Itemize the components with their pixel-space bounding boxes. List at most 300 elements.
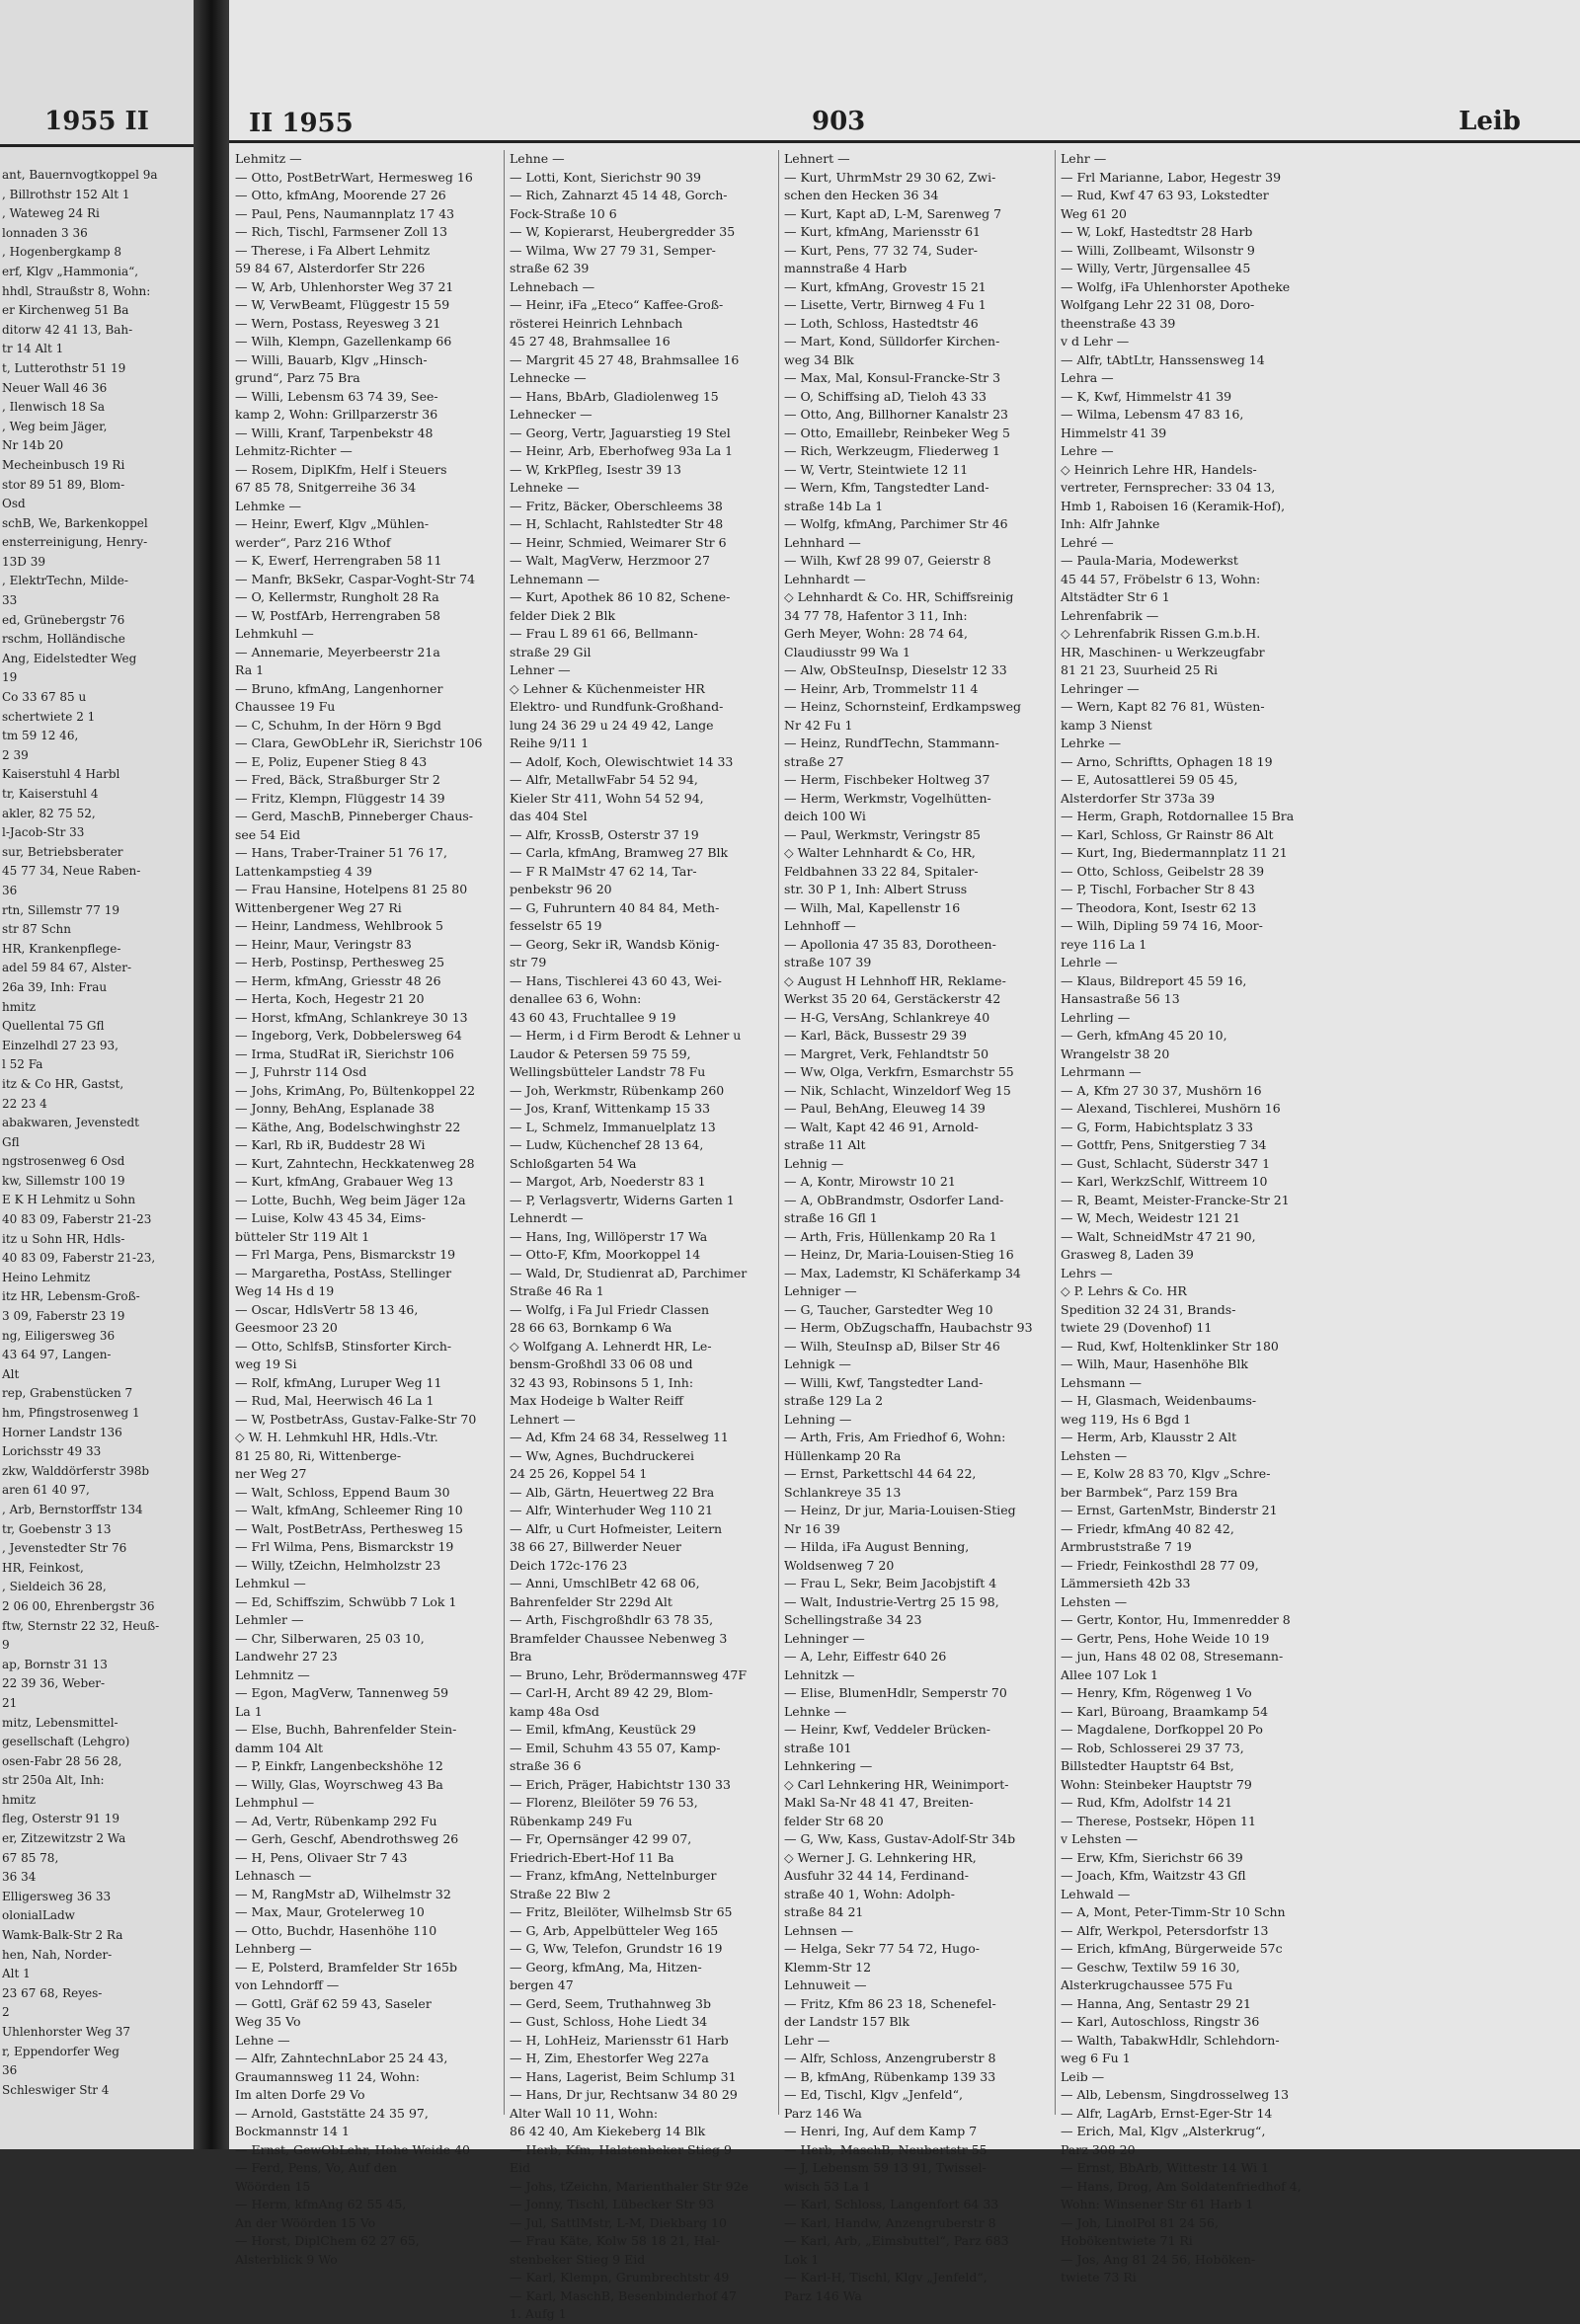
directory-entry-line: — Joh, LinolPol 81 24 56,	[1061, 2214, 1219, 2230]
directory-entry-line: — Emil, kfmAng, Keustück 29	[510, 1722, 696, 1737]
directory-entry-line: Lehning —	[784, 1411, 852, 1427]
directory-entry-line: — Rich, Zahnarzt 45 14 48, Gorch-	[510, 188, 728, 202]
directory-entry-line: — G, Fuhruntern 40 84 84, Meth-	[510, 899, 720, 915]
directory-entry-line: Lehne —	[235, 2032, 290, 2048]
directory-entry-line: — Käthe, Ang, Bodelschwinghstr 22	[235, 1119, 461, 1134]
directory-entry-line: — Willy, Vertr, Jürgensallee 45	[1061, 261, 1251, 275]
directory-entry-line: — Manfr, BkSekr, Caspar-Voght-Str 74	[235, 571, 476, 586]
directory-entry-line: v d Lehr —	[1061, 334, 1130, 349]
directory-entry-line: Lehnert —	[510, 1411, 576, 1427]
directory-entry-line: Billstedter Hauptstr 64 Bst,	[1061, 1758, 1234, 1773]
directory-entry-line: straße 101	[784, 1740, 852, 1755]
previous-page-line: , Wateweg 24 Ri	[2, 206, 100, 221]
directory-entry-line: str 79	[510, 955, 547, 969]
directory-entry-line: — Karl, WerkzSchlf, Wittreem 10	[1061, 1174, 1268, 1189]
directory-entry-line: Lehr —	[1061, 151, 1107, 166]
directory-entry-line: Wohn: Steinbeker Hauptstr 79	[1061, 1776, 1252, 1792]
directory-entry-line: — Annemarie, Meyerbeerstr 21a	[235, 644, 440, 659]
directory-entry-line: Lehnigk —	[784, 1356, 851, 1371]
directory-entry-line: — Franz, kfmAng, Nettelnburger	[510, 1868, 717, 1883]
previous-page-line: l 52 Fa	[2, 1057, 43, 1072]
directory-entry-line: theenstraße 43 39	[1061, 315, 1176, 331]
directory-entry-line: — Walt, Schloss, Eppend Baum 30	[235, 1484, 450, 1500]
directory-entry-line: stenbeker Stieg 9 Eid	[510, 2251, 646, 2267]
directory-entry-line: — Wilma, Ww 27 79 31, Semper-	[510, 242, 716, 258]
previous-page-line: gesellschaft (Lehgro)	[2, 1735, 130, 1749]
directory-entry-line: Graumannsweg 11 24, Wohn:	[235, 2068, 420, 2084]
directory-entry-line: — Willi, Kwf, Tangstedter Land-	[784, 1374, 984, 1390]
directory-entry-line: — Hanna, Ang, Sentastr 29 21	[1061, 1995, 1252, 2011]
directory-entry-line: Lehnke —	[784, 1703, 847, 1719]
directory-entry-line: 81 21 23, Suurheid 25 Ri	[1061, 662, 1218, 677]
directory-entry-line: Lehrenfabrik —	[1061, 607, 1159, 623]
previous-page-line: mitz, Lebensmittel-	[2, 1715, 118, 1730]
directory-entry-line: — Jos, Kranf, Wittenkamp 15 33	[510, 1101, 711, 1116]
directory-entry-line: — K, Ewerf, Herrengraben 58 11	[235, 553, 442, 568]
directory-entry-line: Lehnhard —	[784, 534, 861, 550]
directory-entry-line: Schloßgarten 54 Wa	[510, 1155, 637, 1171]
directory-entry-line: — Bruno, Lehr, Brödermannsweg 47F	[510, 1666, 748, 1682]
directory-entry-line: — Kurt, kfmAng, Grabauer Weg 13	[235, 1174, 453, 1189]
directory-entry-line: — Willy, tZeichn, Helmholzstr 23	[235, 1557, 441, 1573]
directory-entry-line: — Hans, Ing, Willöperstr 17 Wa	[510, 1228, 708, 1244]
directory-entry-line: wisch 53 La 1	[784, 2178, 871, 2194]
previous-page-line: Lorichsstr 49 33	[2, 1444, 102, 1459]
directory-entry-line: — Oscar, HdlsVertr 58 13 46,	[235, 1301, 419, 1317]
directory-entry-line: — Johs, tZeichn, Marienthaler Str 92e	[510, 2178, 749, 2194]
directory-entry-line: — Hans, Drog, Am Soldatenfriedhof 4,	[1061, 2178, 1302, 2194]
directory-entry-line: — Frau L, Sekr, Beim Jacobjstift 4	[784, 1576, 997, 1590]
previous-page-line: Nr 14b 20	[2, 438, 64, 453]
previous-page-line: 13D 39	[2, 554, 45, 569]
directory-entry-line: Lehmitz —	[235, 151, 302, 166]
directory-entry-line: — Bruno, kfmAng, Langenhorner	[235, 680, 443, 696]
directory-entry-line: — Alexand, Tischlerei, Mushörn 16	[1061, 1101, 1281, 1116]
directory-entry-line: Hansastraße 56 13	[1061, 991, 1180, 1006]
directory-entry-line: — Georg, Sekr iR, Wandsb König-	[510, 936, 720, 952]
directory-entry-line: Parz 308 20	[1061, 2141, 1136, 2157]
previous-page-header: 1955 II	[0, 107, 194, 147]
previous-page-line: , Ilenwisch 18 Sa	[2, 400, 106, 415]
directory-entry-line: — Georg, kfmAng, Ma, Hitzen-	[510, 1959, 702, 1975]
directory-entry-line: see 54 Eid	[235, 826, 301, 842]
directory-entry-line: Kieler Str 411, Wohn 54 52 94,	[510, 790, 704, 806]
directory-entry-line: Lehniger —	[784, 1283, 857, 1298]
directory-entry-line: Lehmitz-Richter —	[235, 443, 353, 458]
directory-entry-line: — Heinr, Arb, Eberhofweg 93a La 1	[510, 443, 734, 458]
directory-entry-line: Lehrs —	[1061, 1265, 1113, 1280]
directory-entry-line: — Lotte, Buchh, Weg beim Jäger 12a	[235, 1192, 466, 1207]
directory-entry-line: straße 27	[784, 753, 844, 769]
directory-entry-line: — Rolf, kfmAng, Luruper Weg 11	[235, 1374, 442, 1390]
directory-entry-line: Lehsten —	[1061, 1447, 1128, 1463]
directory-entry-line: — Karl-H, Tischl, Klgv „Jenfeld“,	[784, 2270, 988, 2285]
directory-entry-line: ◇ Lehrenfabrik Rissen G.m.b.H.	[1061, 626, 1261, 641]
directory-entry-line: — Karl, Arb, „Eimsbuttel“, Parz 683	[784, 2233, 1009, 2248]
directory-entry-line: straße 62 39	[510, 261, 590, 275]
directory-entry-line: — W, PostfArb, Herrengraben 58	[235, 607, 440, 623]
previous-page-line: hmitz	[2, 999, 37, 1014]
previous-page-line: 43 64 97, Langen-	[2, 1348, 112, 1362]
previous-page-line: ap, Bornstr 31 13	[2, 1657, 108, 1671]
previous-page-line: akler, 82 75 52,	[2, 806, 96, 820]
directory-entry-line: straße 107 39	[784, 955, 872, 969]
directory-entry-line: — Gertr, Kontor, Hu, Immenredder 8	[1061, 1612, 1291, 1627]
directory-entry-line: — Ed, Schiffszim, Schwübb 7 Lok 1	[235, 1593, 457, 1609]
directory-entry-line: — Heinz, Dr jur, Maria-Louisen-Stieg	[784, 1503, 1016, 1517]
book-gutter	[194, 0, 229, 2149]
directory-entry-line: Altstädter Str 6 1	[1061, 589, 1170, 604]
directory-entry-line: Lehnhardt —	[784, 571, 866, 586]
directory-entry-line: Ra 1	[235, 662, 265, 677]
directory-entry-line: Geesmoor 23 20	[235, 1320, 338, 1335]
directory-entry-line: — Rob, Schlosserei 29 37 73,	[1061, 1740, 1244, 1755]
column-divider	[504, 150, 505, 2115]
directory-entry-line: Lehnerdt —	[510, 1210, 584, 1225]
directory-entry-line: — Friedr, kfmAng 40 82 42,	[1061, 1520, 1234, 1536]
directory-entry-line: 24 25 26, Koppel 54 1	[510, 1466, 648, 1481]
directory-entry-line: deich 100 Wi	[784, 809, 866, 823]
directory-entry-line: — Max, Mal, Konsul-Francke-Str 3	[784, 370, 1001, 385]
previous-page-line: , Billrothstr 152 Alt 1	[2, 187, 130, 201]
directory-entry-line: ◇ August H Lehnhoff HR, Reklame-	[784, 972, 1006, 988]
previous-page-line: Wamk-Balk-Str 2 Ra	[2, 1928, 123, 1943]
directory-entry-line: — Walt, PostBetrAss, Perthesweg 15	[235, 1520, 463, 1536]
directory-entry-line: — Otto, Emaillebr, Reinbeker Weg 5	[784, 425, 1010, 440]
directory-entry-line: ◇ Lehner & Küchenmeister HR	[510, 680, 705, 696]
directory-entry-line: Bockmannstr 14 1	[235, 2124, 350, 2138]
directory-entry-line: — Karl, Bäck, Bussestr 29 39	[784, 1028, 967, 1043]
directory-entry-line: — Alfr, MetallwFabr 54 52 94,	[510, 772, 698, 787]
directory-entry-line: — Walth, TabakwHdlr, Schlehdorn-	[1061, 2032, 1280, 2048]
previous-page-line: , Hogenbergkamp 8	[2, 245, 121, 260]
directory-entry-line: — W, Vertr, Steintwiete 12 11	[784, 461, 969, 477]
directory-entry-line: Nr 42 Fu 1	[784, 717, 853, 733]
previous-page-line: 22 39 36, Weber-	[2, 1676, 106, 1691]
directory-entry-line: — B, kfmAng, Rübenkamp 139 33	[784, 2068, 996, 2084]
directory-entry-line: — Arth, Fris, Am Friedhof 6, Wohn:	[784, 1430, 1006, 1444]
directory-entry-line: — Karl, Rb iR, Buddestr 28 Wi	[235, 1137, 426, 1152]
previous-page-line: itz u Sohn HR, Hdls-	[2, 1231, 125, 1246]
directory-entry-line: Lehmkul —	[235, 1576, 306, 1590]
directory-entry-line: — Wern, Kfm, Tangstedter Land-	[784, 480, 989, 495]
directory-entry-line: — Jonny, Tischl, Lübecker Str 93	[510, 2197, 715, 2211]
directory-entry-line: — Therese, Postsekr, Höpen 11	[1061, 1813, 1256, 1828]
directory-entry-line: — Wilh, Maur, Hasenhöhe Blk	[1061, 1356, 1248, 1371]
directory-entry-line: Alter Wall 10 11, Wohn:	[510, 2105, 659, 2121]
directory-entry-line: Lehnecker —	[510, 407, 592, 422]
previous-page-line: schB, We, Barkenkoppel	[2, 515, 148, 530]
directory-entry-line: — Max, Lademstr, Kl Schäferkamp 34	[784, 1265, 1021, 1280]
directory-entry-line: — Ernst, GartenMstr, Binderstr 21	[1061, 1503, 1278, 1517]
previous-page-line: abakwaren, Jevenstedt	[2, 1116, 139, 1130]
directory-entry-line: — A, Mont, Peter-Timm-Str 10 Schn	[1061, 1904, 1286, 1919]
directory-entry-line: Inh: Alfr Jahnke	[1061, 516, 1160, 531]
directory-entry-line: Bra	[510, 1649, 532, 1664]
previous-page-line: Alt 1	[2, 1967, 31, 1981]
directory-entry-line: — W, Kopierarst, Heubergredder 35	[510, 224, 736, 239]
directory-entry-line: Hmb 1, Raboisen 16 (Keramik-Hof),	[1061, 498, 1286, 513]
column-2	[510, 150, 772, 2321]
directory-entry-line: Wrangelstr 38 20	[1061, 1046, 1170, 1061]
directory-entry-line: — Gust, Schlacht, Süderstr 347 1	[1061, 1155, 1271, 1171]
directory-entry-line: — Heinr, Ewerf, Klgv „Mühlen-	[235, 516, 430, 531]
directory-entry-line: Rübenkamp 249 Fu	[510, 1813, 633, 1828]
directory-entry-line: Armbruststraße 7 19	[1061, 1539, 1192, 1554]
directory-entry-line: — Arth, Fris, Hüllenkamp 20 Ra 1	[784, 1228, 997, 1244]
directory-entry-line: Bramfelder Chaussee Nebenweg 3	[510, 1630, 728, 1646]
directory-entry-line: Werkst 35 20 64, Gerstäckerstr 42	[784, 991, 1001, 1006]
directory-entry-line: Lehré —	[1061, 534, 1114, 550]
previous-page-line: 2 06 00, Ehrenbergstr 36	[2, 1598, 155, 1613]
directory-entry-line: straße 129 La 2	[784, 1393, 884, 1408]
directory-entry-line: weg 6 Fu 1	[1061, 2051, 1131, 2065]
previous-page-line: adel 59 84 67, Alster-	[2, 961, 132, 975]
directory-entry-line: — Wilh, Mal, Kapellenstr 16	[784, 899, 961, 915]
directory-entry-line: Grasweg 8, Laden 39	[1061, 1247, 1194, 1262]
previous-page-line: 40 83 09, Faberstr 21-23	[2, 1212, 152, 1227]
directory-entry-line: — A, Kontr, Mirowstr 10 21	[784, 1174, 956, 1189]
previous-page-line: 36	[2, 883, 18, 897]
directory-entry-line: straße 40 1, Wohn: Adolph-	[784, 1886, 956, 1901]
directory-entry-line: — E, Polsterd, Bramfelder Str 165b	[235, 1959, 457, 1975]
directory-entry-line: Max Hodeige b Walter Reiff	[510, 1393, 683, 1408]
directory-entry-line: — Fritz, Bäcker, Oberschleems 38	[510, 498, 723, 513]
directory-entry-line: ◇ Wolfgang A. Lehnerdt HR, Le-	[510, 1338, 712, 1354]
directory-entry-line: straße 84 21	[784, 1904, 864, 1919]
directory-entry-line: Lehsten —	[1061, 1593, 1128, 1609]
directory-entry-line: twiete 73 Ri	[1061, 2270, 1137, 2285]
directory-entry-line: 81 25 80, Ri, Wittenberge-	[235, 1447, 402, 1463]
previous-page-line: Horner Landstr 136	[2, 1425, 122, 1439]
directory-entry-line: — Heinz, RundfTechn, Stammann-	[784, 736, 999, 750]
directory-entry-line: felder Str 68 20	[784, 1813, 884, 1828]
directory-entry-line: — Willi, Bauarb, Klgv „Hinsch-	[235, 351, 428, 367]
directory-entry-line: werder“, Parz 216 Wthof	[235, 534, 391, 550]
directory-entry-line: — Walt, kfmAng, Schleemer Ring 10	[235, 1503, 463, 1517]
directory-entry-line: straße 36 6	[510, 1758, 582, 1773]
previous-page-line: , Sieldeich 36 28,	[2, 1580, 107, 1594]
directory-entry-line: Lehneke —	[510, 480, 580, 495]
previous-page-line: Schleswiger Str 4	[2, 2082, 110, 2097]
directory-entry-line: — Alfr, Schloss, Anzengruberstr 8	[784, 2051, 996, 2065]
directory-entry-line: — Herm, Graph, Rotdornallee 15 Bra	[1061, 809, 1295, 823]
directory-entry-line: — Fr, Opernsänger 42 99 07,	[510, 1831, 692, 1846]
previous-page-line: str 87 Schn	[2, 922, 72, 937]
previous-page-line: er, Zitzewitzstr 2 Wa	[2, 1831, 126, 1846]
previous-page-line: 2	[2, 2005, 10, 2020]
directory-entry-line: Lehnasch —	[235, 1868, 312, 1883]
directory-entry-line: — Erich, Mal, Klgv „Alsterkrug“,	[1061, 2124, 1266, 2138]
previous-page-line: str 250a Alt, Inh:	[2, 1773, 105, 1788]
directory-entry-line: — Gerd, MaschB, Pinneberger Chaus-	[235, 809, 474, 823]
directory-entry-line: Lehnhoff —	[784, 918, 856, 933]
directory-entry-line: — Lisette, Vertr, Birnweg 4 Fu 1	[784, 297, 987, 312]
directory-entry-line: — Margot, Arb, Noederstr 83 1	[510, 1174, 706, 1189]
page-number: 903	[812, 107, 866, 136]
directory-entry-line: Spedition 32 24 31, Brands-	[1061, 1301, 1236, 1317]
directory-entry-line: — Horst, kfmAng, Schlankreye 30 13	[235, 1009, 468, 1025]
directory-entry-line: — Gottl, Gräf 62 59 43, Saseler	[235, 1995, 432, 2011]
directory-entry-line: — Herm, Werkmstr, Vogelhütten-	[784, 790, 991, 806]
directory-entry-line: — Elise, BlumenHdlr, Semperstr 70	[784, 1685, 1007, 1700]
directory-entry-line: — Heinr, Maur, Veringstr 83	[235, 936, 412, 952]
previous-page-line: hhdl, Straußstr 8, Wohn:	[2, 283, 151, 298]
directory-entry-line: — Helga, Sekr 77 54 72, Hugo-	[784, 1941, 980, 1956]
directory-entry-line: Himmelstr 41 39	[1061, 425, 1167, 440]
directory-entry-line: — G, Ww, Telefon, Grundstr 16 19	[510, 1941, 723, 1956]
directory-entry-line: ◇ Heinrich Lehre HR, Handels-	[1061, 461, 1257, 477]
previous-page-line: hen, Nah, Norder-	[2, 1947, 113, 1962]
directory-entry-line: Lämmersieth 42b 33	[1061, 1576, 1191, 1590]
directory-entry-line: — Ernst, BbArb, Wittestr 14 Wi 1	[1061, 2160, 1270, 2175]
directory-entry-line: rösterei Heinrich Lehnbach	[510, 315, 683, 331]
directory-entry-line: — Wolfg, kfmAng, Parchimer Str 46	[784, 516, 1008, 531]
directory-entry-line: v Lehsten —	[1061, 1831, 1139, 1846]
directory-entry-line: — Kurt, Pens, 77 32 74, Suder-	[784, 242, 979, 258]
directory-entry-line: — Wilma, Lebensm 47 83 16,	[1061, 407, 1244, 422]
directory-entry-line: — Apollonia 47 35 83, Dorotheen-	[784, 936, 996, 952]
directory-entry-line: — H, Schlacht, Rahlstedter Str 48	[510, 516, 724, 531]
directory-entry-line: — Karl, Autoschloss, Ringstr 36	[1061, 2014, 1260, 2029]
directory-entry-line: Lattenkampstieg 4 39	[235, 863, 372, 879]
directory-entry-line: — Luise, Kolw 43 45 34, Eims-	[235, 1210, 427, 1225]
directory-entry-line: — Kurt, Zahntechn, Heckkatenweg 28	[235, 1155, 475, 1171]
previous-page-line: hm, Pfingstrosenweg 1	[2, 1406, 140, 1420]
column-1	[235, 150, 498, 2267]
directory-entry-line: Woldsenweg 7 20	[784, 1557, 895, 1573]
directory-entry-line: — Clara, GewObLehr iR, Sierichstr 106	[235, 736, 483, 750]
directory-entry-line: — Hans, Dr jur, Rechtsanw 34 80 29	[510, 2087, 738, 2102]
directory-entry-line: — Rud, Mal, Heerwisch 46 La 1	[235, 1393, 434, 1408]
directory-entry-line: — L, Schmelz, Immanuelplatz 13	[510, 1119, 716, 1134]
column-divider	[1055, 150, 1056, 2115]
directory-entry-line: ◇ Carl Lehnkering HR, Weinimport-	[784, 1776, 1009, 1792]
directory-entry-line: — Adolf, Koch, Olewischtwiet 14 33	[510, 753, 734, 769]
directory-entry-line: schen den Hecken 36 34	[784, 188, 939, 202]
directory-entry-line: — Henri, Ing, Auf dem Kamp 7	[784, 2124, 978, 2138]
previous-page-line: Quellental 75 Gfl	[2, 1019, 105, 1034]
previous-page-line: Neuer Wall 46 36	[2, 380, 108, 395]
directory-entry-line: — Henry, Kfm, Rögenweg 1 Vo	[1061, 1685, 1252, 1700]
directory-entry-line: — Arno, Schriftts, Ophagen 18 19	[1061, 753, 1273, 769]
previous-page-line: osen-Fabr 28 56 28,	[2, 1753, 122, 1768]
previous-page-line: Einzelhdl 27 23 93,	[2, 1038, 118, 1052]
directory-entry-line: — Irma, StudRat iR, Sierichstr 106	[235, 1046, 455, 1061]
directory-entry-line: — Rosem, DiplKfm, Helf i Steuers	[235, 461, 447, 477]
directory-entry-line: — Egon, MagVerw, Tannenweg 59	[235, 1685, 449, 1700]
directory-entry-line: — F R MalMstr 47 62 14, Tar-	[510, 863, 697, 879]
directory-entry-line: — Gerh, kfmAng 45 20 10,	[1061, 1028, 1227, 1043]
previous-page-line: 26a 39, Inh: Frau	[2, 979, 108, 994]
directory-entry-line: — Gerh, Geschf, Abendrothsweg 26	[235, 1831, 459, 1846]
directory-entry-line: vertreter, Fernsprecher: 33 04 13,	[1061, 480, 1276, 495]
directory-entry-line: — Theodora, Kont, Isestr 62 13	[1061, 899, 1257, 915]
directory-entry-line: — Frl Marga, Pens, Bismarckstr 19	[235, 1247, 456, 1262]
directory-entry-line: — P, Tischl, Forbacher Str 8 43	[1061, 882, 1255, 896]
previous-page-line: tr, Goebenstr 3 13	[2, 1521, 112, 1536]
directory-entry-line: — Herm, Arb, Klausstr 2 Alt	[1061, 1430, 1237, 1444]
directory-entry-line: — Georg, Vertr, Jaguarstieg 19 Stel	[510, 425, 731, 440]
directory-entry-line: — Gerd, Seem, Truthahnweg 3b	[510, 1995, 711, 2011]
directory-entry-line: — Hans, BbArb, Gladiolenweg 15	[510, 388, 719, 404]
directory-entry-line: — H, Pens, Olivaer Str 7 43	[235, 1849, 408, 1865]
directory-entry-line: An der Wöörden 15 Vo	[235, 2214, 376, 2230]
directory-entry-line: 32 43 93, Robinsons 5 1, Inh:	[510, 1374, 694, 1390]
directory-entry-line: — Walt, Industrie-Vertrg 25 15 98,	[784, 1593, 999, 1609]
directory-entry-line: — Fritz, Kfm 86 23 18, Schenefel-	[784, 1995, 996, 2011]
previous-page-line: 36 34	[2, 1870, 37, 1885]
directory-entry-line: Alsterdorfer Str 373a 39	[1061, 790, 1216, 806]
directory-entry-line: Eid	[510, 2160, 531, 2175]
previous-page-line: ngstrosenweg 6 Osd	[2, 1154, 125, 1169]
directory-entry-line: — Erich, Präger, Habichtstr 130 33	[510, 1776, 731, 1792]
directory-entry-line: — Otto, Schloss, Geibelstr 28 39	[1061, 863, 1265, 879]
directory-entry-line: — Wolfg, iFa Uhlenhorster Apotheke	[1061, 278, 1291, 294]
directory-entry-line: — Ferd, Pens, Vo, Auf den	[235, 2160, 397, 2175]
directory-entry-line: Wohn: Winsener Str 61 Harb 1	[1061, 2197, 1254, 2211]
previous-page-line: 67 85 78,	[2, 1850, 59, 1865]
directory-entry-line: — C, Schuhm, In der Hörn 9 Bgd	[235, 717, 441, 733]
previous-page-line: Kaiserstuhl 4 Harbl	[2, 767, 120, 782]
directory-entry-line: — Walt, MagVerw, Herzmoor 27	[510, 553, 710, 568]
directory-entry-line: — Wilh, Klempn, Gazellenkamp 66	[235, 334, 452, 349]
previous-page-line: lonnaden 3 36	[2, 225, 88, 240]
directory-entry-line: Friedrich-Ebert-Hof 11 Ba	[510, 1849, 674, 1865]
directory-entry-line: — H, Zim, Ehestorfer Weg 227a	[510, 2051, 709, 2065]
directory-entry-line: bütteler Str 119 Alt 1	[235, 1228, 370, 1244]
directory-entry-line: weg 119, Hs 6 Bgd 1	[1061, 1411, 1192, 1427]
previous-page-line: olonialLadw	[2, 1908, 75, 1923]
directory-entry-line: kamp 3 Nienst	[1061, 717, 1152, 733]
previous-page-line: Mecheinbusch 19 Ri	[2, 457, 125, 472]
directory-entry-line: — Frl Marianne, Labor, Hegestr 39	[1061, 169, 1282, 185]
previous-page-line: 22 23 4	[2, 1096, 47, 1111]
directory-entry-line: Feldbahnen 33 22 84, Spitaler-	[784, 863, 979, 879]
directory-entry-line: — jun, Hans 48 02 08, Stresemann-	[1061, 1649, 1284, 1664]
previous-page-line: tr 14 Alt 1	[2, 342, 64, 356]
directory-entry-line: — Jul, SattlMstr, L-M, Diekbarg 10	[510, 2214, 727, 2230]
directory-entry-line: — Carla, kfmAng, Bramweg 27 Blk	[510, 845, 729, 860]
previous-page-line: zkw, Walddörferstr 398b	[2, 1463, 150, 1478]
directory-entry-line: Lehwald —	[1061, 1886, 1131, 1901]
directory-entry-line: twiete 29 (Dovenhof) 11	[1061, 1320, 1213, 1335]
directory-entry-line: — Friedr, Feinkosthdl 28 77 09,	[1061, 1557, 1259, 1573]
directory-entry-line: ◇ Werner J. G. Lehnkering HR,	[784, 1849, 977, 1865]
previous-page	[0, 0, 194, 2149]
directory-entry-line: — Jonny, BehAng, Esplanade 38	[235, 1101, 434, 1116]
directory-entry-line: Parz 146 Wa	[784, 2105, 862, 2121]
directory-entry-line: — Ed, Tischl, Klgv „Jenfeld“,	[784, 2087, 963, 2102]
directory-entry-line: — Wilh, SteuInsp aD, Bilser Str 46	[784, 1338, 1000, 1354]
directory-entry-line: Schlankreye 35 13	[784, 1484, 902, 1500]
directory-entry-line: — Otto-F, Kfm, Moorkoppel 14	[510, 1247, 701, 1262]
directory-entry-line: — W, PostbetrAss, Gustav-Falke-Str 70	[235, 1411, 477, 1427]
directory-entry-line: penbekstr 96 20	[510, 882, 612, 896]
directory-entry-line: — Otto, PostBetrWart, Hermesweg 16	[235, 169, 473, 185]
directory-entry-line: — Fritz, Bleilöter, Wilhelmsb Str 65	[510, 1904, 733, 1919]
directory-entry-line: — Horst, DiplChem 62 27 65,	[235, 2233, 420, 2248]
directory-entry-line: Laudor & Petersen 59 75 59,	[510, 1046, 691, 1061]
directory-entry-line: — Rud, Kwf 47 63 93, Lokstedter	[1061, 188, 1269, 202]
directory-entry-line: Lehnsen —	[784, 1922, 854, 1938]
directory-entry-line: — M, RangMstr aD, Wilhelmstr 32	[235, 1886, 451, 1901]
previous-page-line: ng, Eiligersweg 36	[2, 1328, 116, 1343]
directory-entry-line: — H-G, VersAng, Schlankreye 40	[784, 1009, 990, 1025]
directory-entry-line: Klemm-Str 12	[784, 1959, 872, 1975]
previous-page-line: E K H Lehmitz u Sohn	[2, 1193, 136, 1207]
directory-entry-line: Wolfgang Lehr 22 31 08, Doro-	[1061, 297, 1255, 312]
